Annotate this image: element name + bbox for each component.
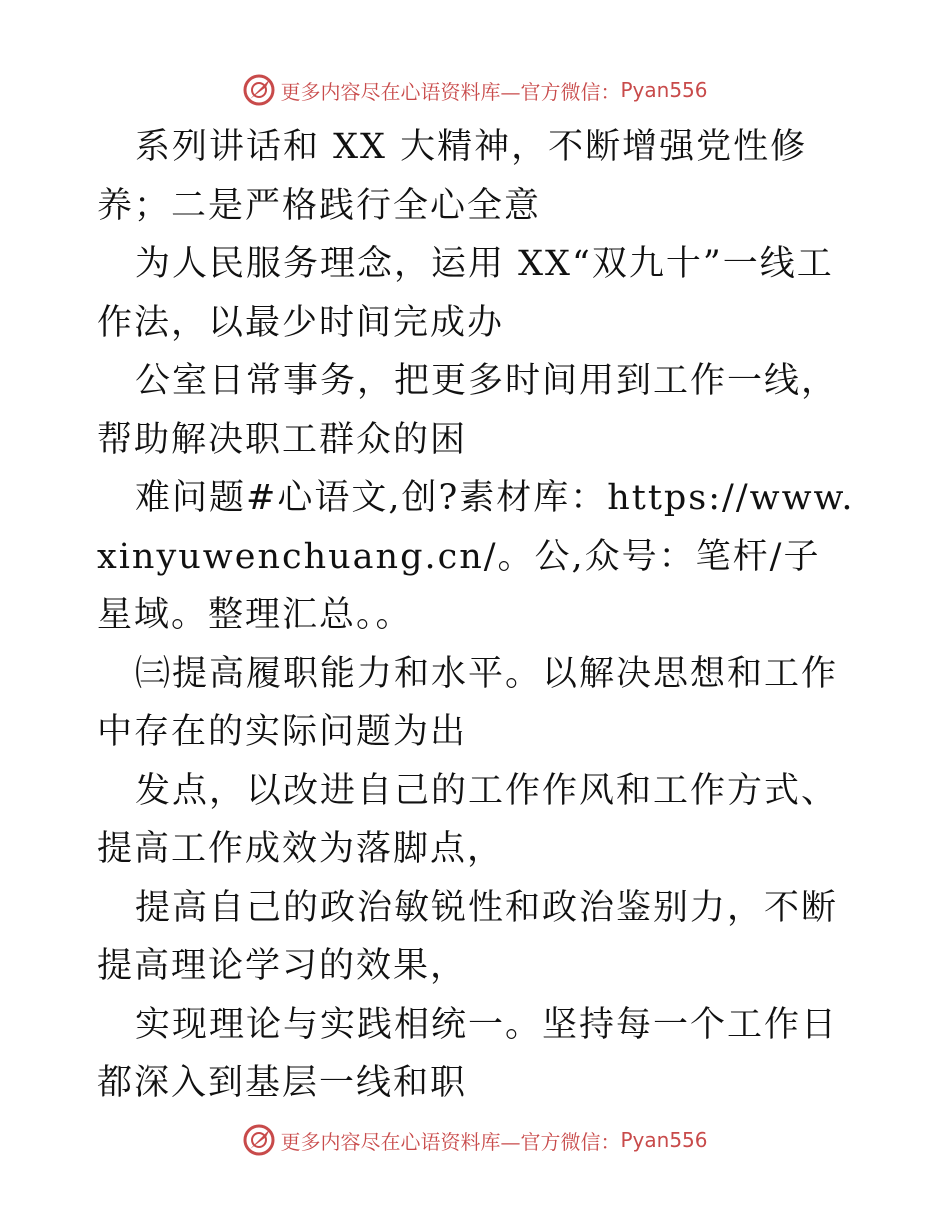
header-banner-brand: Pyan556 <box>620 78 708 102</box>
footer-banner <box>0 1120 950 1160</box>
body-paragraph: 难问题#心语文,创?素材库：https://www.xinyuwenchuang.cn/。公,众号：笔杆/子星域。整理汇总。。 <box>97 478 855 635</box>
quill-logo-icon <box>242 1123 276 1157</box>
body-paragraph: 提高自己的政治敏锐性和政治鉴别力，不断提高理论学习的效果， <box>97 887 839 986</box>
document-body <box>97 118 857 1113</box>
body-paragraph: 公室日常事务，把更多时间用到工作一线，帮助解决职工群众的困 <box>97 361 839 460</box>
body-paragraph: ㈢提高履职能力和水平。以解决思想和工作中存在的实际问题为出 <box>97 653 839 752</box>
footer-banner-text: 更多内容尽在心语资料库—官方微信： <box>280 1129 621 1154</box>
body-paragraph: 实现理论与实践相统一。坚持每一个工作日都深入到基层一线和职 <box>97 1004 839 1103</box>
body-paragraph: 系列讲话和 XX 大精神，不断增强党性修养；二是严格践行全心全意 <box>97 127 808 226</box>
body-paragraph: 为人民服务理念，运用 XX“双九十”一线工作法，以最少时间完成办 <box>97 244 834 343</box>
body-paragraph: 发点，以改进自己的工作作风和工作方式、提高工作成效为落脚点， <box>97 770 839 869</box>
quill-logo-icon <box>242 73 276 107</box>
footer-banner-brand: Pyan556 <box>620 1128 708 1152</box>
header-banner <box>0 70 950 110</box>
header-banner-text: 更多内容尽在心语资料库—官方微信： <box>280 79 621 104</box>
